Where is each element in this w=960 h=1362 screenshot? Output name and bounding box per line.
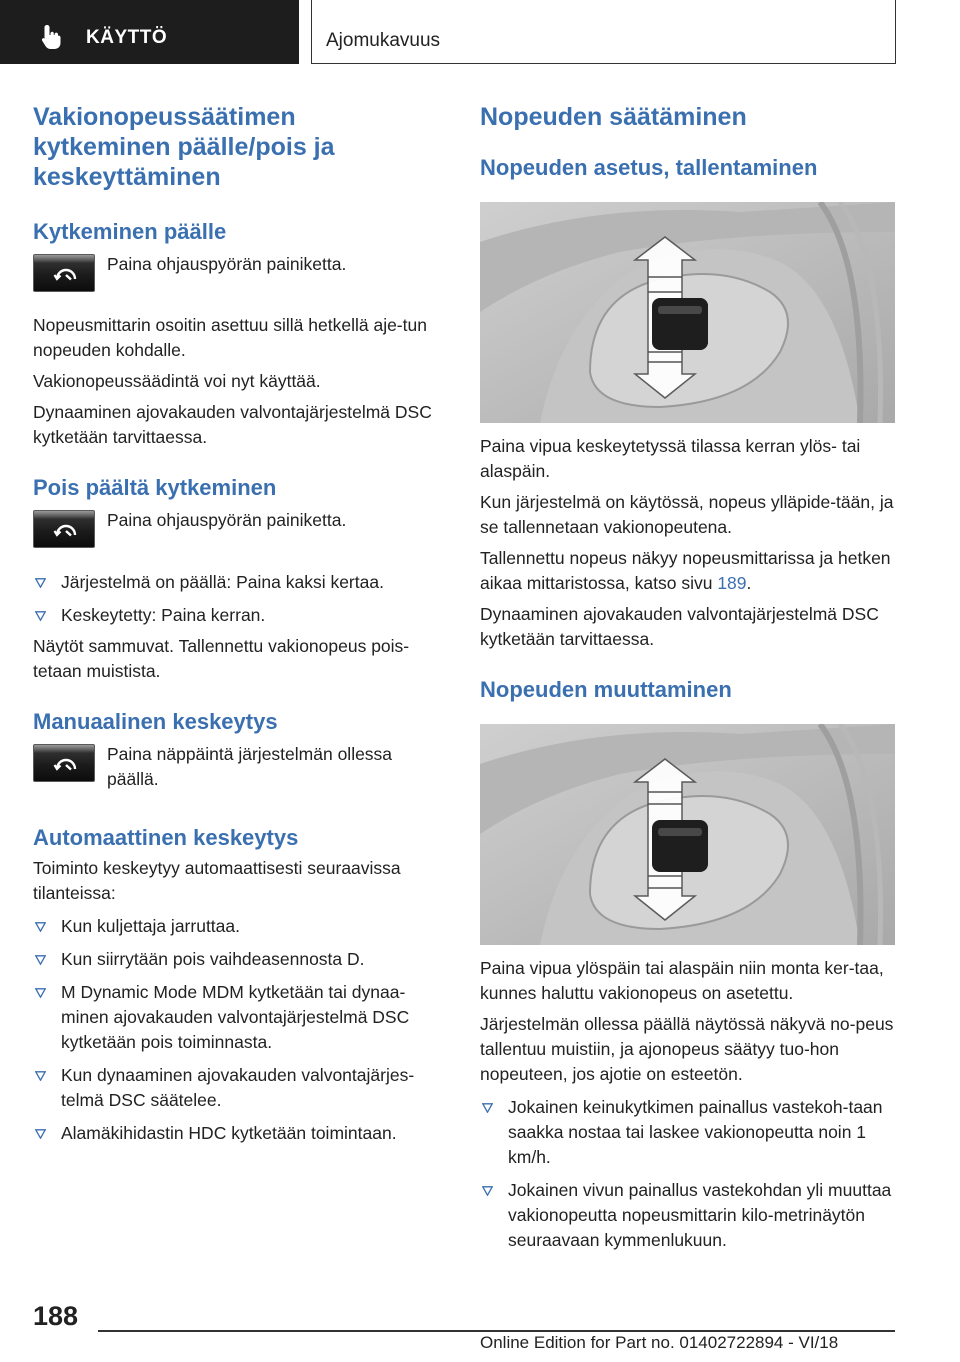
triangle-bullet-icon [35,578,46,588]
switch-on-para-2: Vakionopeussäädintä voi nyt käyttää. [33,371,321,391]
right-column [480,102,898,182]
switch-off-instruction [33,508,438,558]
list-item: Jokainen keinukytkimen painallus vastekoh-taan saakka nostaa tai laskee vakionopeutta noin 1 km/h. [480,1095,898,1170]
list-item: Kun dynaaminen ajovakauden valvontajärjes-telmä DSC säätelee. [33,1063,438,1113]
cruise-control-button-image [33,254,95,292]
speed-change-para-1: Paina vipua ylöspäin tai alaspäin niin monta ker-taa, kunnes haluttu vakionopeus on asetettu. [480,958,884,1003]
speed-change-text [480,956,898,1253]
list-item: M Dynamic Mode MDM kytketään tai dynaa-minen ajovakauden valvontajärjestelmä DSC kytketään pois toiminnasta. [33,980,438,1055]
auto-interrupt-heading: Automaattinen keskeytys [33,825,299,850]
manual-interrupt-button-text: Paina näppäintä järjestelmän ollessa päällä. [107,744,393,789]
speed-set-heading: Nopeuden asetus, tallentaminen [480,155,818,180]
page-link-189[interactable]: 189 [717,573,747,593]
chapter-label: KÄYTTÖ [86,27,168,48]
triangle-bullet-icon [35,922,46,932]
triangle-bullet-icon [482,1186,493,1196]
list-item: Jokainen vivun painallus vastekohdan yli muuttaa vakionopeutta nopeusmittarin kilo-metrinäytön seuraavaan kymmenlukuun. [480,1178,898,1253]
triangle-bullet-icon [482,1103,493,1113]
cruise-control-button-image [33,510,95,548]
switch-on-para-1: Nopeusmittarin osoitin asettuu sillä hetkellä aje-tun nopeuden kohdalle. [33,315,427,360]
cruise-control-icon [51,519,81,541]
list-item: Järjestelmä on päällä: Paina kaksi kertaa. [33,570,438,595]
triangle-bullet-icon [35,1071,46,1081]
hand-pointer-icon [38,23,66,51]
page-number: 188 [33,1301,79,1331]
speed-set-text [480,434,898,704]
edition-info: Online Edition for Part no. 01402722894 - VI/18 [480,1333,839,1352]
cruise-control-icon [51,753,81,775]
chapter-tab[interactable] [0,0,299,64]
triangle-bullet-icon [35,1129,46,1139]
speed-change-para-2: Järjestelmän ollessa päällä näytössä näkyvä no-peus tallentuu muistiin, ja ajonopeus säätyy tuo-hon nopeuteen, jos ajotie on esteetön. [480,1014,894,1084]
section-title: Ajomukavuus [326,30,441,51]
section-header [311,0,896,64]
speed-set-para-2: Kun järjestelmä on käytössä, nopeus ylläpide-tään, ja se tallennetaan vakionopeutena. [480,492,894,537]
triangle-bullet-icon [35,955,46,965]
manual-interrupt-instruction [33,742,438,804]
triangle-bullet-icon [35,988,46,998]
steering-wheel-lever-photo [480,202,895,423]
cruise-control-icon [51,263,81,285]
steering-wheel-lever-photo [480,724,895,945]
footer-divider [98,1330,895,1332]
left-column [33,102,438,1146]
switch-off-button-text: Paina ohjauspyörän painiketta. [107,510,347,530]
switch-on-button-text: Paina ohjauspyörän painiketta. [107,254,347,274]
speed-set-para-4: Dynaaminen ajovakauden valvontajärjestelmä DSC kytketään tarvittaessa. [480,604,879,649]
list-item: Kun siirrytään pois vaihdeasennosta D. [33,947,438,972]
list-item: Alamäkihidastin HDC kytketään toimintaan. [33,1121,438,1146]
steering-lever-illustration [480,202,895,423]
steering-lever-illustration [480,724,895,945]
manual-interrupt-heading: Manuaalinen keskeytys [33,709,278,734]
cruise-control-title: Vakionopeussäätimen kytkeminen päälle/pois ja keskeyttäminen [33,103,335,191]
list-item: Kun kuljettaja jarruttaa. [33,914,438,939]
auto-interrupt-intro: Toiminto keskeytyy automaattisesti seuraavissa tilanteissa: [33,858,401,903]
speed-set-para-3: Tallennettu nopeus näkyy nopeusmittarissa ja hetken aikaa mittaristossa, katso sivu 189. [480,548,891,593]
switch-off-heading: Pois päältä kytkeminen [33,475,277,500]
switch-on-heading: Kytkeminen päälle [33,219,227,244]
cruise-control-button-image [33,744,95,782]
speed-adjust-title: Nopeuden säätäminen [480,103,747,131]
speed-change-heading: Nopeuden muuttaminen [480,677,732,702]
switch-on-para-3: Dynaaminen ajovakauden valvontajärjestelmä DSC kytketään tarvittaessa. [33,402,432,447]
switch-on-instruction [33,252,438,302]
speed-set-para-1: Paina vipua keskeytetyssä tilassa kerran ylös- tai alaspäin. [480,436,861,481]
list-item: Keskeytetty: Paina kerran. [33,603,438,628]
triangle-bullet-icon [35,611,46,621]
switch-off-para: Näytöt sammuvat. Tallennettu vakionopeus pois-tetaan muistista. [33,636,410,681]
